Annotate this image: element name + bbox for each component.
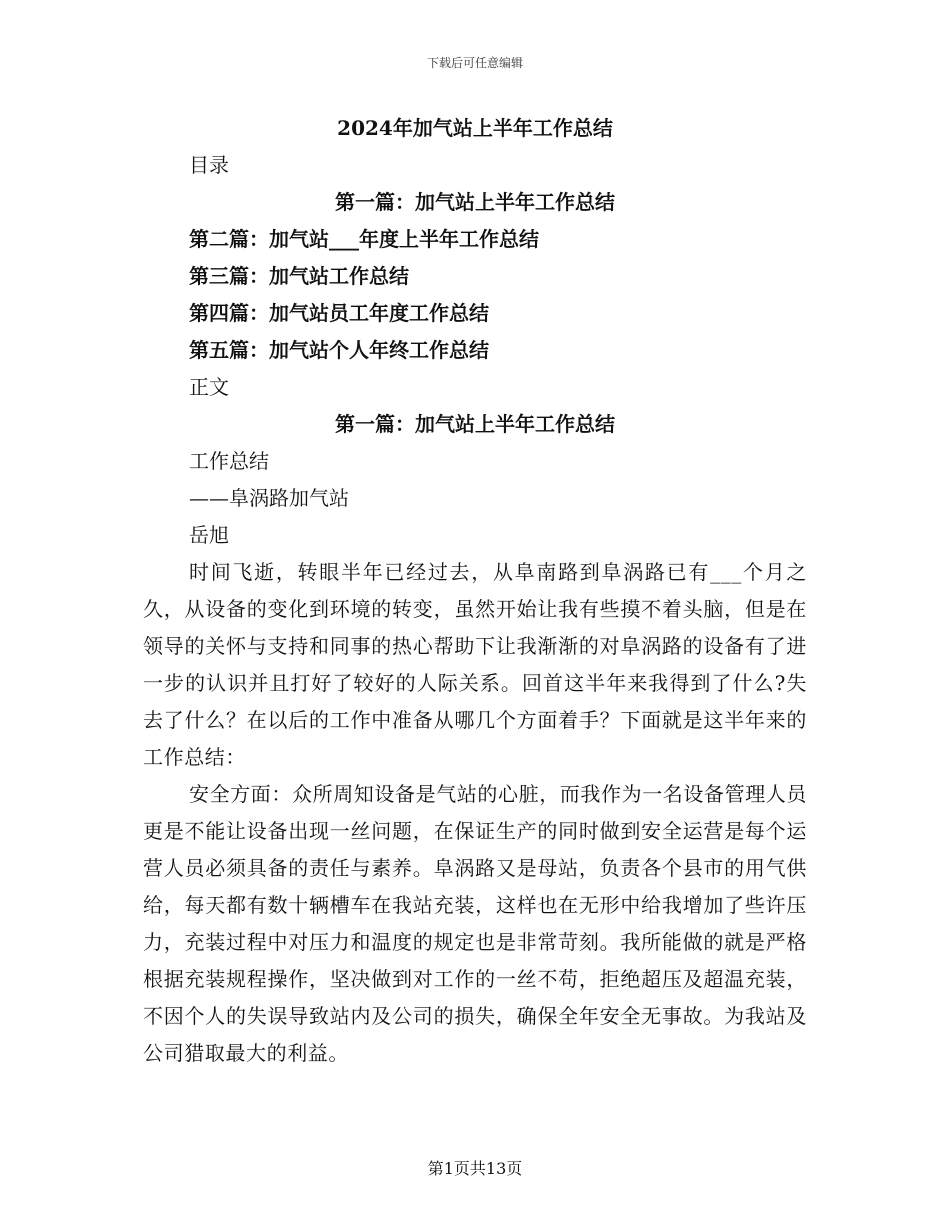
toc-item-2: 第二篇：加气站___年度上半年工作总结 bbox=[189, 227, 539, 251]
doc-type: 工作总结 bbox=[189, 449, 269, 473]
toc-label: 目录 bbox=[189, 153, 229, 177]
document-title: 2024年加气站上半年工作总结 bbox=[337, 116, 613, 140]
section-title: 第一篇：加气站上半年工作总结 bbox=[335, 412, 615, 436]
toc-item-3: 第三篇：加气站工作总结 bbox=[189, 264, 409, 288]
paragraph-safety: 安全方面：众所周知设备是气站的心脏，而我作为一名设备管理人员更是不能让设备出现一丝问题，在保证生产的同时做到安全运营是每个运营人员必须具备的责任与素养。阜涡路又是母站，负责各个县市的用气供给，每天都有数十辆槽车在我站充装，这样也在无形中给我增加了些许压力，充装过程中对压力和温度的规定也是非常苛刻。我所能做的就是严格根据充装规程操作，坚决做到对工作的一丝不苟，拒绝超压及超温充装，不因个人的失误导致站内及公司的损失，确保全年安全无事故。为我站及公司猎取最大的利益。 bbox=[143, 782, 807, 1065]
author-name: 岳旭 bbox=[189, 523, 229, 547]
header-note: 下载后可任意编辑 bbox=[426, 56, 523, 70]
body-label: 正文 bbox=[189, 375, 229, 399]
toc-item-1: 第一篇：加气站上半年工作总结 bbox=[335, 190, 615, 214]
toc-item-4: 第四篇：加气站员工年度工作总结 bbox=[189, 301, 489, 325]
paragraph-intro: 时间飞逝，转眼半年已经过去，从阜南路到阜涡路已有___个月之久，从设备的变化到环境的转变，虽然开始让我有些摸不着头脑，但是在领导的关怀与支持和同事的热心帮助下让我渐渐的对阜涡路的设备有了进一步的认识并且打好了较好的人际关系。回首这半年来我得到了什么?失去了什么？在以后的工作中准备从哪几个方面着手？下面就是这半年来的工作总结： bbox=[143, 560, 807, 769]
toc-item-5: 第五篇：加气站个人年终工作总结 bbox=[189, 338, 489, 362]
document-body bbox=[143, 110, 807, 1072]
station-location: ——阜涡路加气站 bbox=[189, 486, 349, 510]
page-footer: 第1页共13页 bbox=[427, 1159, 523, 1178]
